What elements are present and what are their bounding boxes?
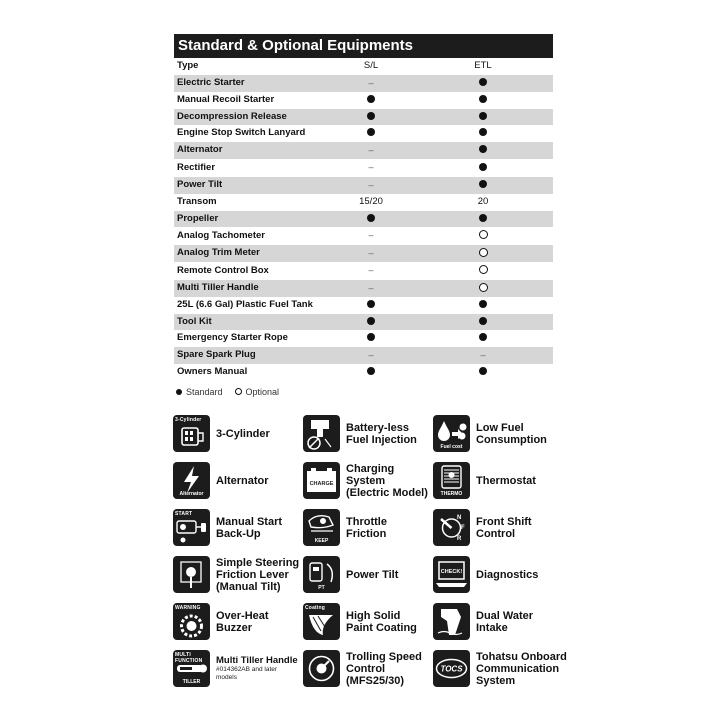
row-label: Analog Trim Meter (174, 245, 329, 263)
feature-label-line: (Manual Tilt) (216, 580, 281, 593)
sl-cell (329, 330, 413, 347)
feature-label (216, 428, 270, 440)
etl-cell (413, 211, 553, 228)
feature-label-line: Manual Start (216, 515, 283, 528)
not-available-dash: – (368, 144, 374, 155)
feature-label-line: Back-Up (216, 527, 261, 540)
etl-cell (413, 262, 553, 280)
sl-cell (329, 262, 413, 280)
water-intake-icon (433, 603, 470, 640)
table-row (174, 364, 553, 381)
feature-label-line: Friction Lever (216, 568, 289, 581)
etl-cell (413, 297, 553, 314)
etl-cell (413, 109, 553, 126)
table-row (174, 159, 553, 177)
row-label: Manual Recoil Starter (177, 94, 275, 105)
table-row (174, 194, 553, 211)
table-row (174, 297, 553, 314)
row-label: Electric Starter (174, 75, 329, 93)
icon-caption: TILLER (182, 679, 201, 685)
feature-label-line: Dual Water (476, 609, 534, 622)
feature-label-line: Low Fuel (476, 421, 524, 434)
feature-label-line: Friction (346, 527, 387, 540)
sl-cell (329, 314, 413, 331)
standard-dot-icon (479, 95, 487, 103)
row-label: Multi Tiller Handle (174, 280, 329, 298)
feature-label-line: Consumption (476, 433, 547, 446)
power-tilt-icon (303, 556, 340, 593)
not-available-dash: – (368, 162, 374, 172)
feature-label (346, 516, 387, 540)
etl-cell (413, 142, 553, 160)
feature-label (346, 422, 417, 446)
etl-cell (413, 177, 553, 195)
feature-label-line: Alternator (216, 474, 269, 487)
table-row (174, 109, 553, 126)
row-label: Power Tilt (174, 177, 329, 195)
etl-cell (413, 347, 553, 365)
feature-batteryless (303, 410, 433, 457)
table-row (174, 177, 553, 195)
feature-label-line: Charging System (346, 462, 395, 487)
table-row (174, 227, 553, 245)
feature-label-line: Trolling Speed (346, 650, 422, 663)
laptop-icon (433, 556, 470, 593)
feature-label (216, 610, 269, 634)
feature-label-line: Front Shift (476, 515, 532, 528)
standard-dot-icon (367, 112, 375, 120)
icon-tag: MULTI FUNCTION (175, 652, 203, 664)
feature-tiller (173, 645, 303, 692)
not-available-dash: – (368, 282, 374, 293)
row-label: 25L (6.6 Gal) Plastic Fuel Tank (177, 299, 313, 310)
sl-cell (329, 211, 413, 228)
feature-label-line: Fuel Injection (346, 433, 417, 446)
legend-standard (176, 387, 223, 397)
sl-cell (329, 177, 413, 195)
not-available-dash: – (368, 179, 374, 190)
svg-text:CHECK!: CHECK! (440, 569, 463, 575)
etl-cell: 20 (477, 196, 489, 207)
lightning-icon (173, 462, 210, 499)
feature-label (346, 463, 433, 499)
standard-dot-icon (367, 367, 375, 375)
table-row (174, 280, 553, 298)
steering-lever-icon (173, 556, 210, 593)
header-type: Type (177, 60, 199, 71)
standard-dot-icon (479, 317, 487, 325)
standard-dot-icon (367, 317, 375, 325)
icon-caption: PT (318, 585, 325, 591)
etl-cell (413, 314, 553, 331)
feature-throttle (303, 504, 433, 551)
feature-3cyl (173, 410, 303, 457)
open-dot-icon (235, 388, 242, 395)
fuel-injection-icon (303, 415, 340, 452)
feature-label-line: Tohatsu Onboard (476, 650, 567, 663)
not-available-dash: – (480, 349, 486, 360)
svg-text:R: R (457, 536, 462, 542)
feature-steering (173, 551, 303, 598)
etl-cell (413, 227, 553, 245)
fuel-drop-icon (433, 415, 470, 452)
sl-cell (329, 347, 413, 365)
etl-cell (413, 245, 553, 263)
feature-note: #014362AB and later (216, 666, 278, 673)
feature-label-line: Multi Tiller Handle (216, 655, 298, 666)
icon-tag: Coating (305, 605, 326, 611)
icon-caption: KEEP (314, 538, 329, 544)
feature-label-line: System (476, 674, 516, 687)
coating-icon (303, 603, 340, 640)
table-row (174, 75, 553, 93)
feature-label-line: Thermostat (476, 474, 536, 487)
standard-dot-icon (367, 214, 375, 222)
feature-label (476, 610, 533, 634)
feature-label-line: Buzzer (216, 621, 253, 634)
standard-dot-icon (479, 128, 487, 136)
svg-text:N: N (457, 515, 462, 521)
standard-dot-icon (367, 128, 375, 136)
feature-thermostat (433, 457, 573, 504)
equipment-table (174, 58, 553, 381)
feature-label-line: (Electric Model) (346, 486, 428, 499)
row-label: Spare Spark Plug (174, 347, 329, 365)
not-available-dash: – (368, 349, 374, 360)
svg-text:F: F (461, 525, 465, 531)
feature-label-line: Over-Heat (216, 609, 269, 622)
feature-label-line: Simple Steering (216, 556, 300, 569)
feature-dualwater (433, 598, 573, 645)
standard-dot-icon (367, 95, 375, 103)
etl-cell (413, 330, 553, 347)
standard-dot-icon (479, 145, 487, 153)
row-label: Analog Tachometer (177, 229, 265, 241)
shift-icon (433, 509, 470, 546)
table-row (174, 314, 553, 331)
standard-dot-icon (479, 180, 487, 188)
feature-label-line: Control (346, 662, 386, 675)
feature-label-line: (MFS25/30) (346, 674, 405, 687)
standard-dot-icon (479, 214, 487, 222)
feature-label (476, 475, 536, 487)
optional-dot-icon (479, 230, 488, 239)
equipment-sheet (174, 34, 553, 397)
standard-dot-icon (479, 112, 487, 120)
feature-label (216, 557, 299, 593)
sl-cell: 15/20 (359, 196, 383, 207)
feature-diagnostics (433, 551, 573, 598)
optional-dot-icon (479, 283, 488, 292)
svg-text:CHARGE: CHARGE (309, 481, 334, 487)
legend-optional-label: Optional (245, 386, 280, 397)
row-label: Transom (177, 196, 217, 207)
feature-label (476, 651, 567, 687)
table-row (174, 347, 553, 365)
feature-label-line: Paint Coating (346, 621, 417, 634)
row-label: Owners Manual (177, 366, 248, 377)
row-label: Decompression Release (174, 109, 329, 126)
sl-cell (329, 92, 413, 109)
etl-cell (413, 159, 553, 177)
table-row (174, 142, 553, 160)
not-available-dash: – (368, 265, 374, 275)
sl-cell (329, 227, 413, 245)
sl-cell (329, 245, 413, 263)
not-available-dash: – (368, 247, 374, 258)
feature-label-line: High Solid (346, 609, 401, 622)
table-row (174, 262, 553, 280)
table-row (174, 330, 553, 347)
feature-label (476, 516, 532, 540)
battery-icon (303, 462, 340, 499)
feature-label-line: Power Tilt (346, 568, 399, 581)
feature-tocs (433, 645, 573, 692)
feature-label (346, 610, 417, 634)
tocs-logo-icon (433, 650, 470, 687)
feature-label (346, 651, 422, 687)
feature-note: models (216, 674, 237, 681)
feature-label-line: Throttle (346, 515, 387, 528)
feature-label-line: Battery-less (346, 421, 409, 434)
table-row (174, 211, 553, 228)
legend-standard-label: Standard (186, 386, 223, 397)
legend (174, 387, 553, 397)
feature-manualstart (173, 504, 303, 551)
sl-cell (329, 280, 413, 298)
etl-cell (413, 280, 553, 298)
legend-optional (235, 387, 280, 397)
feature-label-line: Diagnostics (476, 568, 539, 581)
etl-cell (413, 92, 553, 109)
feature-label (216, 475, 269, 487)
feature-overheat (173, 598, 303, 645)
standard-dot-icon (479, 300, 487, 308)
row-label: Tool Kit (174, 314, 329, 331)
feature-label (216, 655, 298, 682)
header-sl: S/L (363, 60, 379, 71)
standard-dot-icon (367, 333, 375, 341)
feature-frontshift (433, 504, 573, 551)
row-label: Alternator (174, 142, 329, 160)
header-etl: ETL (474, 60, 492, 71)
icon-tag: WARNING (175, 605, 201, 611)
start-cord-icon (173, 509, 210, 546)
thermostat-icon (433, 462, 470, 499)
etl-cell (413, 75, 553, 93)
filled-dot-icon (176, 389, 182, 395)
feature-label (476, 422, 547, 446)
engine-icon (173, 415, 210, 452)
optional-dot-icon (479, 248, 488, 257)
icon-caption: THERMO (440, 491, 463, 497)
sl-cell (329, 364, 413, 381)
trolling-dial-icon (303, 650, 340, 687)
sl-cell (329, 109, 413, 126)
sl-cell (329, 142, 413, 160)
row-label: Remote Control Box (177, 264, 269, 276)
row-label: Emergency Starter Rope (177, 332, 288, 343)
standard-dot-icon (479, 333, 487, 341)
standard-dot-icon (479, 78, 487, 86)
feature-powertilt (303, 551, 433, 598)
sl-cell (329, 75, 413, 93)
warning-gear-icon (173, 603, 210, 640)
feature-label (346, 569, 398, 581)
sl-cell (329, 159, 413, 177)
table-row (174, 245, 553, 263)
icon-tag: 3-Cylinder (175, 417, 202, 423)
feature-grid (173, 410, 573, 692)
row-label: Engine Stop Switch Lanyard (177, 127, 306, 138)
not-available-dash: – (368, 77, 374, 88)
feature-label (476, 569, 538, 581)
tiller-icon (173, 650, 210, 687)
feature-trolling (303, 645, 433, 692)
row-label: Rectifier (177, 161, 216, 173)
feature-charging (303, 457, 433, 504)
etl-cell (413, 125, 553, 142)
feature-lowfuel (433, 410, 573, 457)
throttle-icon (303, 509, 340, 546)
feature-label-line: 3-Cylinder (216, 427, 270, 440)
svg-text:TOCS: TOCS (440, 664, 463, 674)
feature-label-line: Communication (476, 662, 560, 675)
feature-label-line: Control (476, 527, 516, 540)
optional-dot-icon (479, 265, 488, 274)
standard-dot-icon (479, 163, 487, 171)
standard-dot-icon (479, 367, 487, 375)
row-label: Propeller (174, 211, 329, 228)
table-header (174, 58, 553, 75)
table-row (174, 92, 553, 109)
page-title: Standard & Optional Equipments (174, 34, 553, 58)
icon-caption: Alternator (179, 491, 204, 497)
sl-cell (329, 125, 413, 142)
not-available-dash: – (368, 230, 374, 240)
standard-dot-icon (367, 300, 375, 308)
feature-label (216, 516, 282, 540)
icon-tag: START (175, 511, 193, 517)
icon-caption: Fuel cost (440, 444, 463, 450)
etl-cell (413, 364, 553, 381)
table-row (174, 125, 553, 142)
sl-cell (329, 297, 413, 314)
feature-alternator (173, 457, 303, 504)
feature-label-line: Intake (476, 621, 508, 634)
feature-paint (303, 598, 433, 645)
